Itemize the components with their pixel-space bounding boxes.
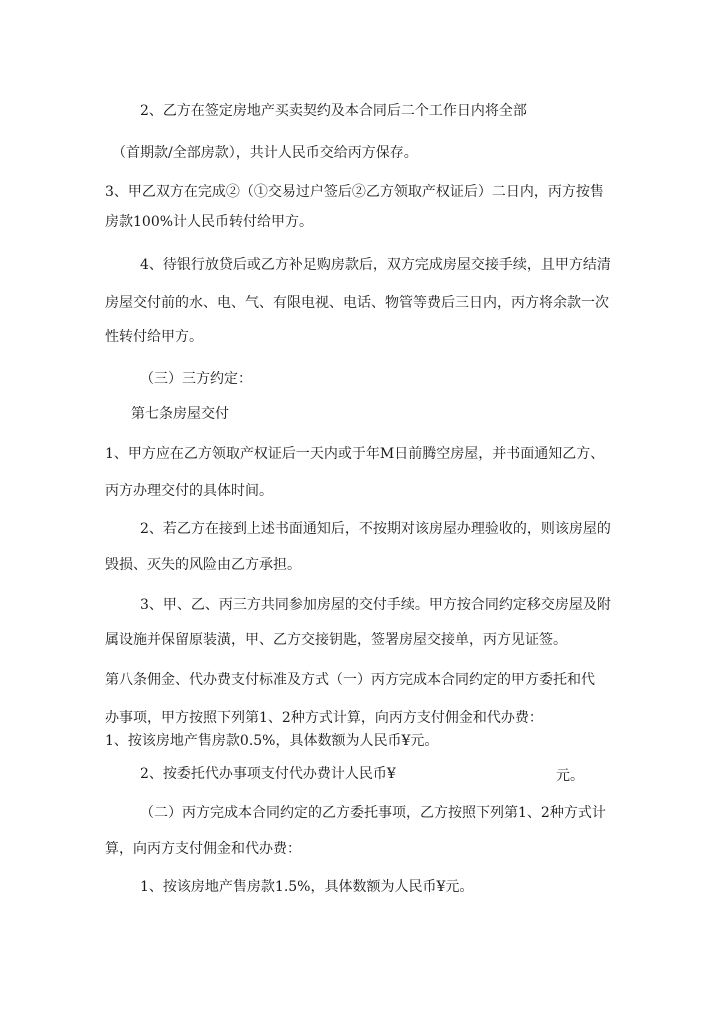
text-line: 3、甲乙双方在完成②（①交易过户签后②乙方领取产权证后）二日内，丙方按售 xyxy=(105,184,604,200)
text-line: 丙方办理交付的具体时间。 xyxy=(105,483,273,499)
text-line: 2、若乙方在接到上述书面通知后，不按期对该房屋办理验收的，则该房屋的 xyxy=(140,521,611,537)
text-line: 2、乙方在签定房地产买卖契约及本合同后二个工作日内将全部 xyxy=(140,103,527,119)
text-line: （二）丙方完成本合同约定的乙方委托事项，乙方按照下列第1、2种方式计 xyxy=(140,805,606,821)
text-line: （三）三方约定： xyxy=(140,371,252,387)
text-line: 房屋交付前的水、电、气、有限电视、电话、物管等费后三日内，丙方将余款一次 xyxy=(105,295,609,311)
text-line: 1、按该房地产售房款1.5%，具体数额为人民币¥元。 xyxy=(140,879,474,895)
section-heading: 第七条房屋交付 xyxy=(131,406,229,422)
text-line: 毁损、灭失的风险由乙方承担。 xyxy=(105,557,301,573)
text-line: 第八条佣金、代办费支付标准及方式（一）丙方完成本合同约定的甲方委托和代 xyxy=(105,672,595,688)
text-line: 1、甲方应在乙方领取产权证后一天内或于年M日前腾空房屋，并书面通知乙方、 xyxy=(105,446,605,462)
text-line: 3、甲、乙、丙三方共同参加房屋的交付手续。甲方按合同约定移交房屋及附 xyxy=(140,597,611,613)
text-line: 2、按委托代办事项支付代办费计人民币¥ xyxy=(140,766,396,782)
text-line: 属设施并保留原装潢，甲、乙方交接钥匙，签署房屋交接单，丙方见证签。 xyxy=(105,632,567,648)
text-line: 性转付给甲方。 xyxy=(105,329,203,345)
text-line: （首期款/全部房款），共计人民币交给丙方保存。 xyxy=(112,145,418,161)
text-line: 4、待银行放贷后或乙方补足购房款后，双方完成房屋交接手续，且甲方结清 xyxy=(140,257,611,273)
text-line: 办事项，甲方按照下列第1、2种方式计算，向丙方支付佣金和代办费： xyxy=(105,710,543,726)
text-line: 算，向丙方支付佣金和代办费： xyxy=(105,841,301,857)
text-line: 元。 xyxy=(556,768,584,784)
text-line: 房款100%计人民币转付给甲方。 xyxy=(105,214,314,230)
text-line: 1、按该房地产售房款0.5%，具体数额为人民币¥元。 xyxy=(105,733,439,749)
